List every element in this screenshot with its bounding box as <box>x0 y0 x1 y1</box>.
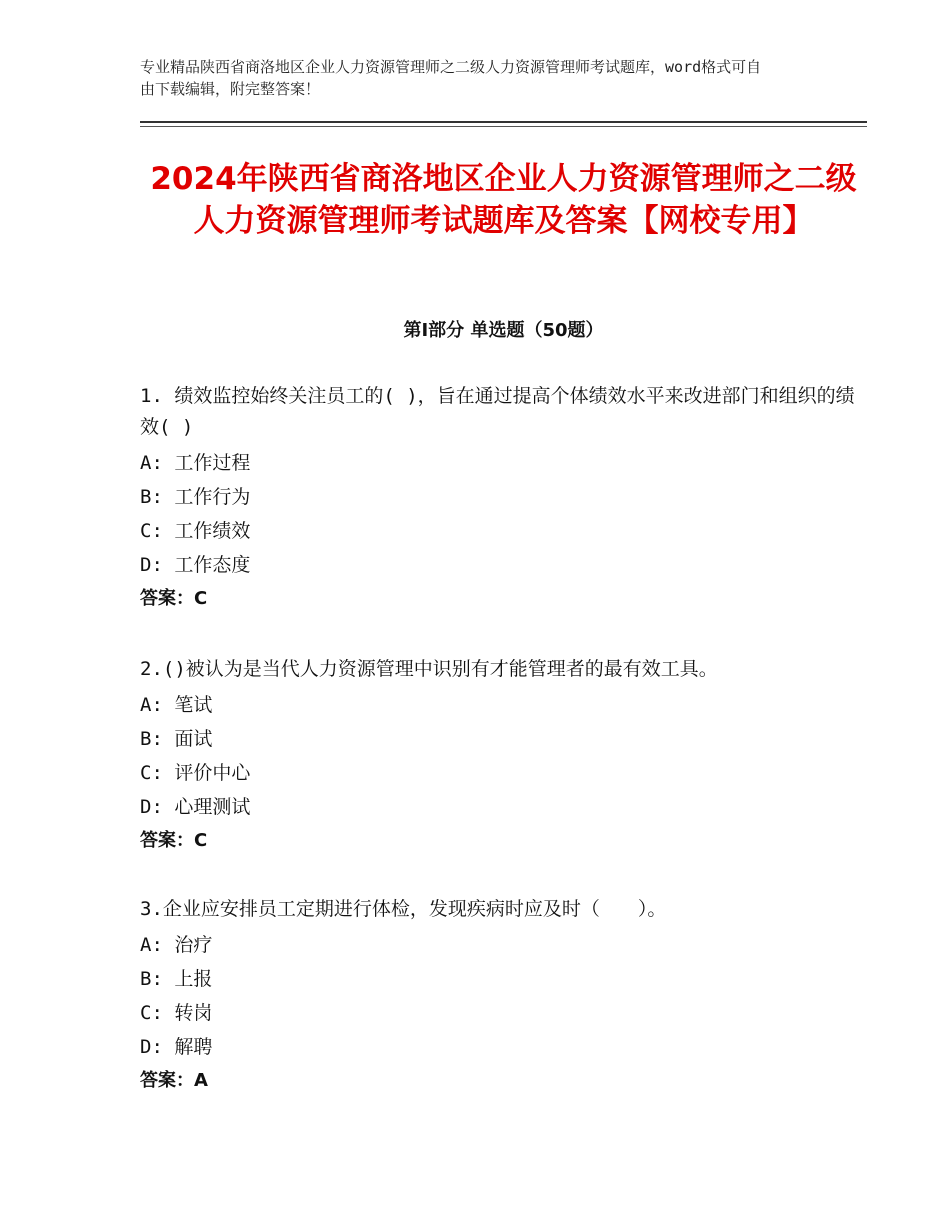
option-d: D: 工作态度 <box>140 554 251 576</box>
option-b: B: 工作行为 <box>140 486 251 508</box>
question-2 <box>140 654 867 858</box>
option-a: A: 笔试 <box>140 694 213 716</box>
question-text: 3.企业应安排员工定期进行体检，发现疾病时应及时（ ）。 <box>140 898 667 920</box>
option-c: C: 转岗 <box>140 1002 213 1024</box>
option-d: D: 心理测试 <box>140 796 251 818</box>
option-b: B: 上报 <box>140 968 213 990</box>
answer-label: 答案：A <box>140 1070 208 1091</box>
question-3 <box>140 894 867 1098</box>
header-note: 专业精品陕西省商洛地区企业人力资源管理师之二级人力资源管理师考试题库，word格式可自由下载编辑，附完整答案！ <box>140 58 762 98</box>
option-a: A: 治疗 <box>140 934 213 956</box>
section-heading: 第Ⅰ部分 单选题（50题） <box>403 320 604 341</box>
question-text: 1. 绩效监控始终关注员工的( )，旨在通过提高个体绩效水平来改进部门和组织的绩效( ) <box>140 385 855 438</box>
question-1 <box>140 381 867 616</box>
document-title: 2024年陕西省商洛地区企业人力资源管理师之二级人力资源管理师考试题库及答案【网校专用】 <box>150 161 857 239</box>
option-d: D: 解聘 <box>140 1036 213 1058</box>
answer-label: 答案：C <box>140 588 208 609</box>
header-rule-thick <box>140 121 867 123</box>
option-a: A: 工作过程 <box>140 452 251 474</box>
header-rule-thin <box>140 126 867 127</box>
question-text: 2.()被认为是当代人力资源管理中识别有才能管理者的最有效工具。 <box>140 658 718 680</box>
option-b: B: 面试 <box>140 728 213 750</box>
option-c: C: 评价中心 <box>140 762 251 784</box>
answer-label: 答案：C <box>140 830 208 851</box>
option-c: C: 工作绩效 <box>140 520 251 542</box>
